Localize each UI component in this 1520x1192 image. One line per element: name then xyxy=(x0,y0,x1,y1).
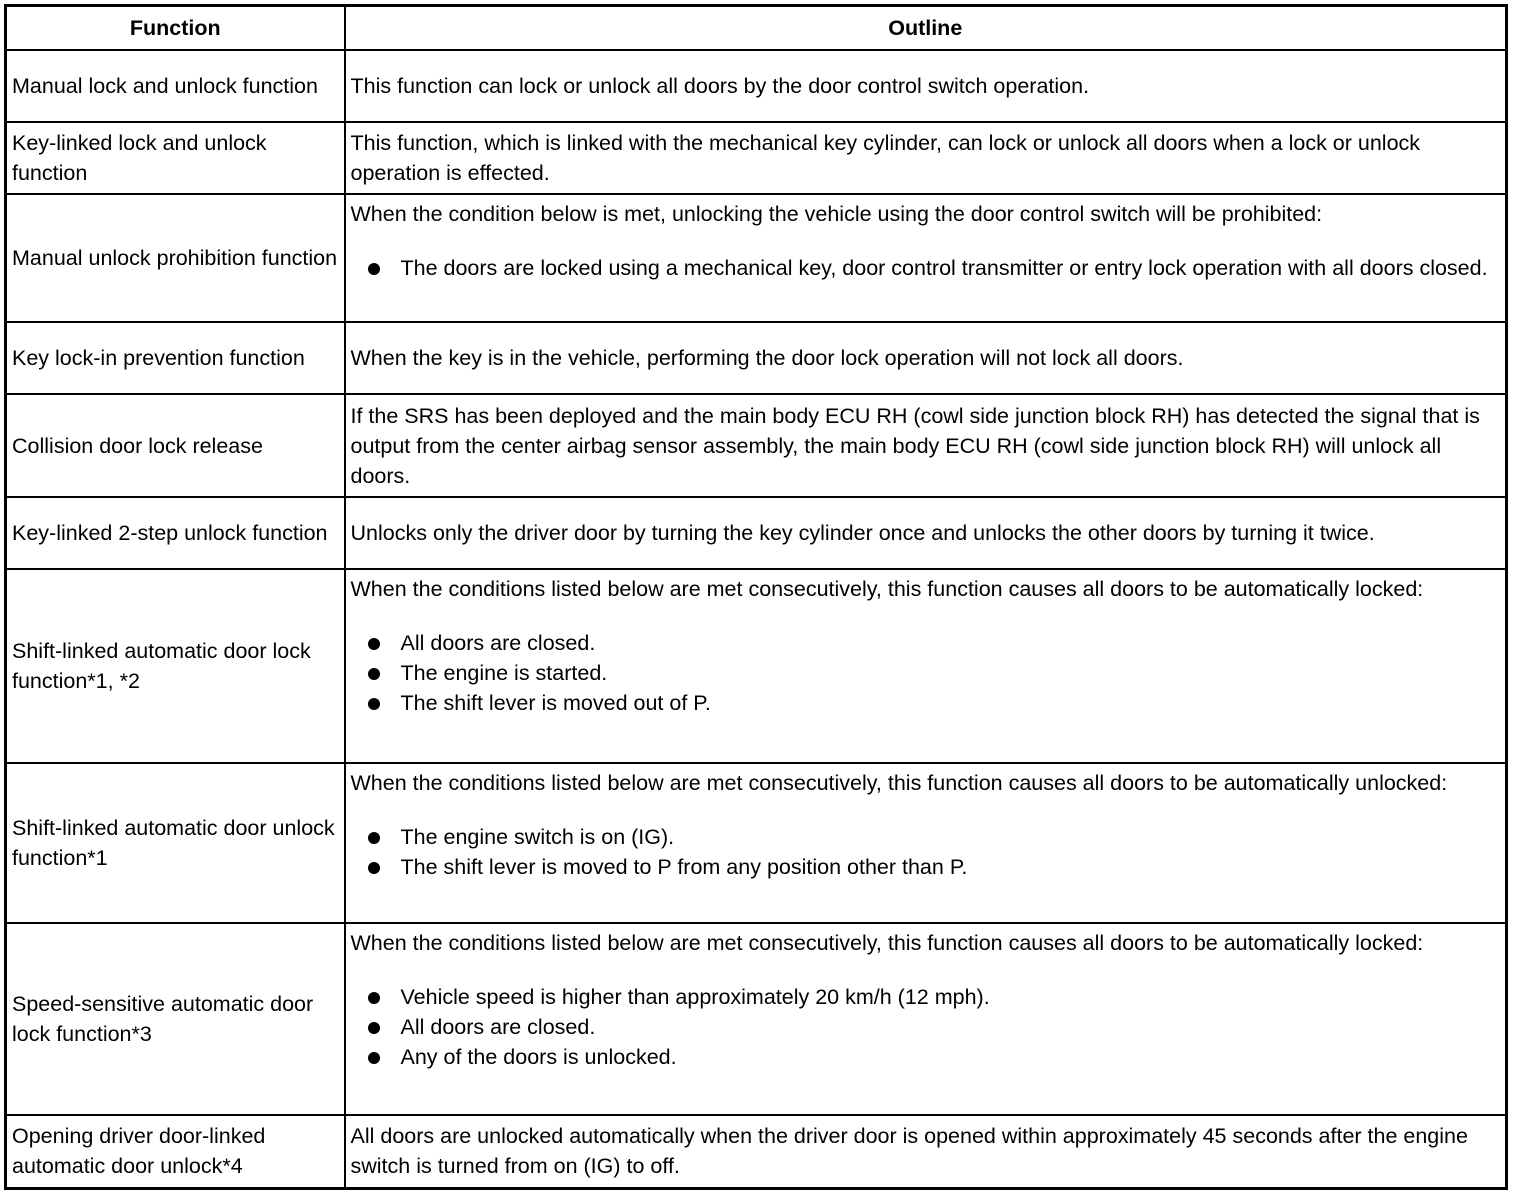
condition-text: The engine switch is on (IG). xyxy=(400,825,675,849)
function-cell: Manual unlock prohibition function xyxy=(6,194,345,322)
bullet-icon xyxy=(368,1022,380,1034)
table-row xyxy=(6,194,1507,322)
outline-text: When the conditions listed below are met consecutively, this function causes all doors to be automatically locked: xyxy=(350,577,1424,601)
condition-list xyxy=(351,982,1500,1072)
condition-text: All doors are closed. xyxy=(400,631,596,655)
condition-item xyxy=(351,852,1500,882)
outline-text: All doors are unlocked automatically when the driver door is opened within approximately 45 seconds after the engine switch is turned from on (IG) to off. xyxy=(350,1124,1468,1179)
outline-text: When the condition below is met, unlocking the vehicle using the door control switch will be prohibited: xyxy=(350,202,1323,226)
outline-cell xyxy=(345,569,1507,763)
outline-cell xyxy=(345,394,1507,497)
function-cell: Opening driver door-linked automatic door unlock*4 xyxy=(6,1115,345,1188)
bullet-icon xyxy=(368,992,380,1004)
function-cell: Shift-linked automatic door lock function*1, *2 xyxy=(6,569,345,763)
function-cell: Key-linked lock and unlock function xyxy=(6,122,345,194)
condition-text: The shift lever is moved to P from any position other than P. xyxy=(400,855,968,879)
condition-item xyxy=(351,822,1500,852)
bullet-icon xyxy=(368,1052,380,1064)
condition-text: Any of the doors is unlocked. xyxy=(400,1045,677,1069)
condition-item xyxy=(351,253,1500,283)
outline-cell xyxy=(345,122,1507,194)
condition-list xyxy=(351,628,1500,718)
table-header-row xyxy=(6,6,1507,51)
condition-item xyxy=(351,658,1500,688)
table-row xyxy=(6,394,1507,497)
table-body xyxy=(6,50,1507,1188)
bullet-icon xyxy=(368,638,380,650)
function-cell: Manual lock and unlock function xyxy=(6,50,345,122)
table-row xyxy=(6,497,1507,569)
outline-text: When the key is in the vehicle, performing the door lock operation will not lock all doors. xyxy=(350,346,1184,370)
condition-item xyxy=(351,688,1500,718)
outline-cell xyxy=(345,50,1507,122)
condition-item xyxy=(351,1012,1500,1042)
header-function: Function xyxy=(6,6,345,51)
condition-list xyxy=(351,822,1500,882)
condition-text: The shift lever is moved out of P. xyxy=(400,691,711,715)
outline-text: If the SRS has been deployed and the main body ECU RH (cowl side junction block RH) has detected the signal that is output from the center airbag sensor assembly, the main body ECU RH (cowl side junction block RH) will unlock all doors. xyxy=(350,403,1480,488)
condition-text: All doors are closed. xyxy=(400,1015,596,1039)
outline-text: When the conditions listed below are met consecutively, this function causes all doors to be automatically unlocked: xyxy=(350,771,1448,795)
table-row xyxy=(6,923,1507,1115)
condition-item xyxy=(351,982,1500,1012)
table-row xyxy=(6,1115,1507,1188)
bullet-icon xyxy=(368,862,380,874)
condition-text: The doors are locked using a mechanical key, door control transmitter or entry lock operation with all doors closed. xyxy=(400,256,1488,280)
function-cell: Speed-sensitive automatic door lock function*3 xyxy=(6,923,345,1115)
function-cell: Key lock-in prevention function xyxy=(6,322,345,394)
outline-cell xyxy=(345,923,1507,1115)
outline-text: This function can lock or unlock all doors by the door control switch operation. xyxy=(350,74,1090,98)
condition-item xyxy=(351,628,1500,658)
bullet-icon xyxy=(368,832,380,844)
condition-list xyxy=(351,253,1500,283)
table-row xyxy=(6,569,1507,763)
bullet-icon xyxy=(368,668,380,680)
header-outline: Outline xyxy=(345,6,1507,51)
outline-cell xyxy=(345,497,1507,569)
table-row xyxy=(6,122,1507,194)
function-outline-table xyxy=(4,4,1508,1190)
outline-cell xyxy=(345,1115,1507,1188)
table-row xyxy=(6,322,1507,394)
table-row xyxy=(6,50,1507,122)
outline-text: When the conditions listed below are met consecutively, this function causes all doors to be automatically locked: xyxy=(350,931,1424,955)
bullet-icon xyxy=(368,698,380,710)
condition-text: Vehicle speed is higher than approximately 20 km/h (12 mph). xyxy=(400,985,990,1009)
outline-cell xyxy=(345,322,1507,394)
function-cell: Collision door lock release xyxy=(6,394,345,497)
function-cell: Shift-linked automatic door unlock function*1 xyxy=(6,763,345,923)
bullet-icon xyxy=(368,263,380,275)
outline-cell xyxy=(345,763,1507,923)
table-row xyxy=(6,763,1507,923)
condition-text: The engine is started. xyxy=(400,661,608,685)
outline-cell xyxy=(345,194,1507,322)
function-cell: Key-linked 2-step unlock function xyxy=(6,497,345,569)
outline-text: Unlocks only the driver door by turning the key cylinder once and unlocks the other doors by turning it twice. xyxy=(350,521,1375,545)
condition-item xyxy=(351,1042,1500,1072)
outline-text: This function, which is linked with the mechanical key cylinder, can lock or unlock all doors when a lock or unlock operation is effected. xyxy=(350,131,1421,185)
